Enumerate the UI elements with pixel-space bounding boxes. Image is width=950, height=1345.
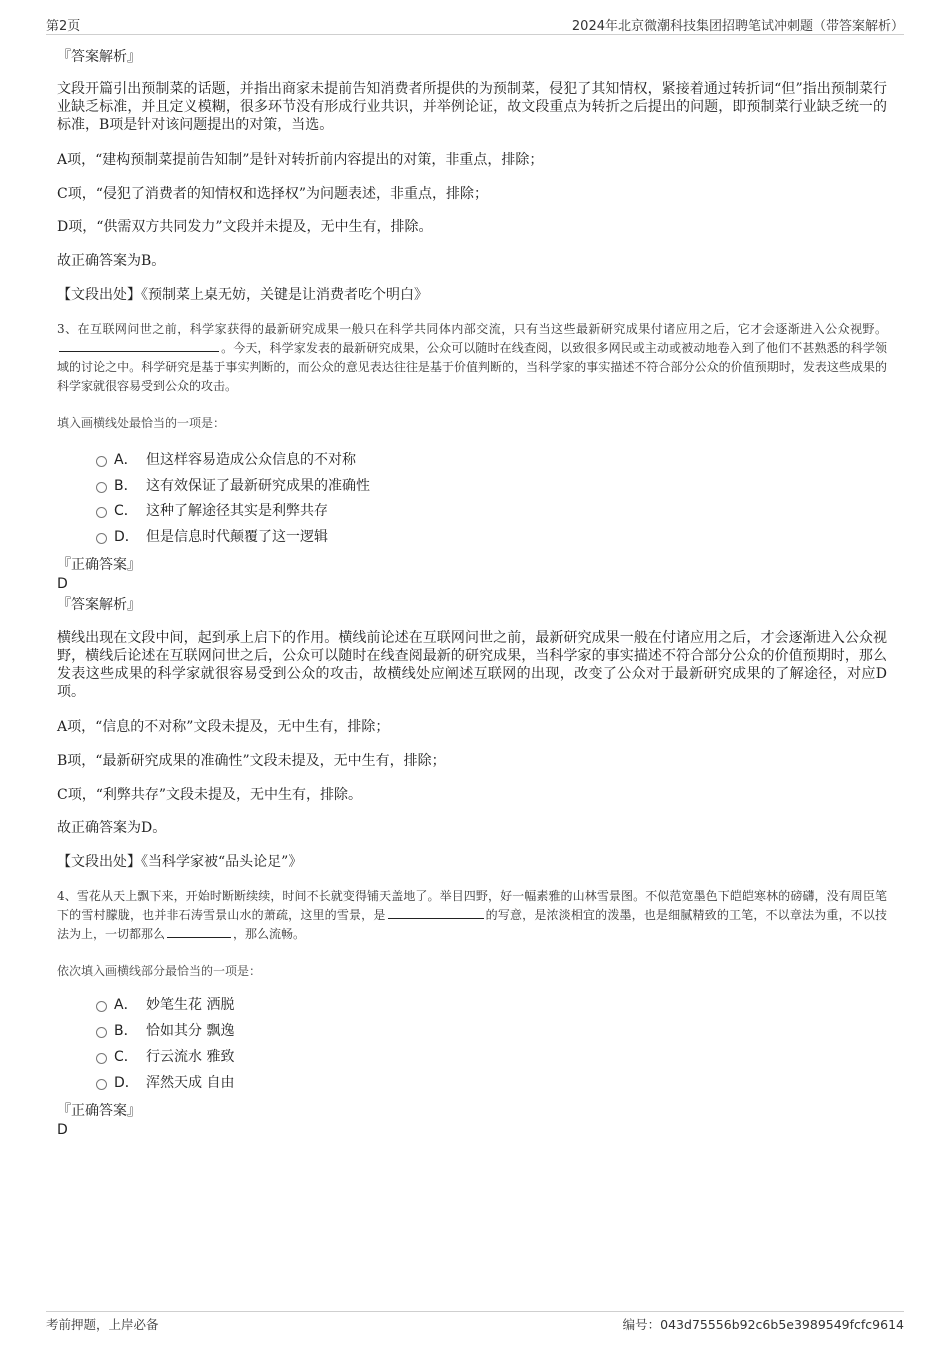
q2-source: 【文段出处】《预制菜上桌无妨，关键是让消费者吃个明白》 bbox=[57, 287, 428, 303]
radio-button[interactable] bbox=[96, 1079, 107, 1090]
q3-answer-label: 『正确答案』 bbox=[57, 557, 141, 573]
option-text: 这种了解途径其实是利弊共存 bbox=[146, 503, 328, 519]
document-code: 编号：043d75556b92c6b5e3989549fcfc9614 bbox=[622, 1317, 904, 1332]
option-letter: A． bbox=[114, 452, 138, 468]
option-text: 但是信息时代颠覆了这一逻辑 bbox=[146, 529, 328, 545]
radio-button[interactable] bbox=[96, 507, 107, 518]
q3-analysis-line: B项，“最新研究成果的准确性”文段未提及，无中生有，排除； bbox=[57, 753, 446, 769]
option-text: 这有效保证了最新研究成果的准确性 bbox=[146, 478, 370, 494]
option-letter: D． bbox=[114, 529, 139, 545]
blank-line bbox=[388, 906, 484, 919]
q3-analysis-label: 『答案解析』 bbox=[57, 597, 141, 613]
document-title: 2024年北京微潮科技集团招聘笔试冲刺题（带答案解析） bbox=[571, 19, 904, 34]
q2-analysis-line: D项，“供需双方共同发力”文段并未提及，无中生有，排除。 bbox=[57, 219, 433, 235]
q3-source: 【文段出处】《当科学家被“品头论足”》 bbox=[57, 854, 303, 870]
q4-stem-part: 的写意，是浓淡相宜的泼墨，也是细腻精致的工笔，不以章法为重，不以技法为上，一切都那么 bbox=[57, 908, 887, 941]
option-letter: C． bbox=[114, 503, 138, 519]
option-text: 浑然天成 自由 bbox=[146, 1075, 235, 1091]
page-number: 第2页 bbox=[46, 19, 81, 34]
q3-conclusion: 故正确答案为D。 bbox=[57, 820, 167, 836]
q3-analysis-text: 横线出现在文段中间，起到承上启下的作用。横线前论述在互联网问世之前，最新研究成果一般在付诸应用之后，才会逐渐进入公众视野，横线后论述在互联网问世之后，公众可以随时在线查阅最新的研究成果，当科学家的事实描述不符合部分公众的价值预期时，那么发表这些成果的科学家就很容易受到公众的攻击，故横线处应阐述互联网的出现，改变了公众对于最新研究成果的了解途径，对应D项。 bbox=[57, 630, 887, 700]
page-header bbox=[46, 14, 904, 35]
q2-analysis-line: C项，“侵犯了消费者的知情权和选择权”为问题表述，非重点，排除； bbox=[57, 186, 489, 202]
blank-line bbox=[167, 925, 231, 938]
option-letter: A． bbox=[114, 997, 138, 1013]
q3-analysis-line: C项，“利弊共存”文段未提及，无中生有，排除。 bbox=[57, 787, 363, 803]
option-letter: B． bbox=[114, 1023, 138, 1039]
radio-button[interactable] bbox=[96, 482, 107, 493]
option-text: 但这样容易造成公众信息的不对称 bbox=[146, 452, 356, 468]
q4-stem bbox=[57, 887, 887, 944]
q4-stem-part: 4、雪花从天上飘下来，开始时断断续续，时间不长就变得铺天盖地了。举目四野，好一幅素雅的山林雪景图。不似范宽墨色下皑皑寒林的磅礴，没有周臣笔下的雪村朦胧，也并非石涛雪景山水的萧疏，这里的雪景，是 bbox=[57, 889, 887, 922]
q2-conclusion: 故正确答案为B。 bbox=[57, 253, 166, 269]
option-letter: D． bbox=[114, 1075, 139, 1091]
q3-stem bbox=[57, 320, 887, 396]
q2-analysis-text: 文段开篇引出预制菜的话题，并指出商家未提前告知消费者所提供的为预制菜，侵犯了其知情权，紧接着通过转折词“但”指出预制菜行业缺乏标准，并且定义模糊，很多环节没有形成行业共识，并举例论证，故文段重点为转折之后提出的问题，即预制菜行业缺乏统一的标准，B项是针对该问题提出的对策，当选。 bbox=[57, 81, 887, 133]
radio-button[interactable] bbox=[96, 1027, 107, 1038]
footer-slogan: 考前押题，上岸必备 bbox=[46, 1317, 159, 1332]
q4-answer: D bbox=[57, 1122, 68, 1138]
q4-stem-part: ，那么流畅。 bbox=[233, 927, 306, 941]
q3-analysis-line: A项，“信息的不对称”文段未提及，无中生有，排除； bbox=[57, 719, 390, 735]
q3-answer: D bbox=[57, 576, 68, 592]
option-text: 恰如其分 飘逸 bbox=[146, 1023, 235, 1039]
option-letter: B． bbox=[114, 478, 138, 494]
option-text: 妙笔生花 洒脱 bbox=[146, 997, 235, 1013]
q4-answer-label: 『正确答案』 bbox=[57, 1103, 141, 1119]
q3-stem-part: 。今天，科学家发表的最新研究成果，公众可以随时在线查阅，以致很多网民或主动或被动地卷入到了他们不甚熟悉的科学领域的讨论之中。科学研究是基于事实判断的，而公众的意见表达往往是基于价值判断的，当科学家的事实描述不符合部分公众的价值预期时，发表这些成果的科学家就很容易受到公众的攻击。 bbox=[57, 341, 887, 393]
q4-prompt: 依次填入画横线部分最恰当的一项是： bbox=[57, 964, 262, 978]
radio-button[interactable] bbox=[96, 1001, 107, 1012]
option-text: 行云流水 雅致 bbox=[146, 1049, 235, 1065]
page-footer bbox=[46, 1311, 904, 1334]
q2-analysis-line: A项，“建构预制菜提前告知制”是针对转折前内容提出的对策，非重点，排除； bbox=[57, 152, 544, 168]
radio-button[interactable] bbox=[96, 456, 107, 467]
q3-prompt: 填入画横线处最恰当的一项是： bbox=[57, 416, 226, 430]
blank-line bbox=[59, 339, 219, 352]
q2-analysis-label: 『答案解析』 bbox=[57, 49, 141, 65]
radio-button[interactable] bbox=[96, 1053, 107, 1064]
radio-button[interactable] bbox=[96, 533, 107, 544]
q3-stem-part: 3、在互联网问世之前，科学家获得的最新研究成果一般只在科学共同体内部交流，只有当这些最新研究成果付诸应用之后，它才会逐渐进入公众视野。 bbox=[57, 322, 887, 336]
option-letter: C． bbox=[114, 1049, 138, 1065]
